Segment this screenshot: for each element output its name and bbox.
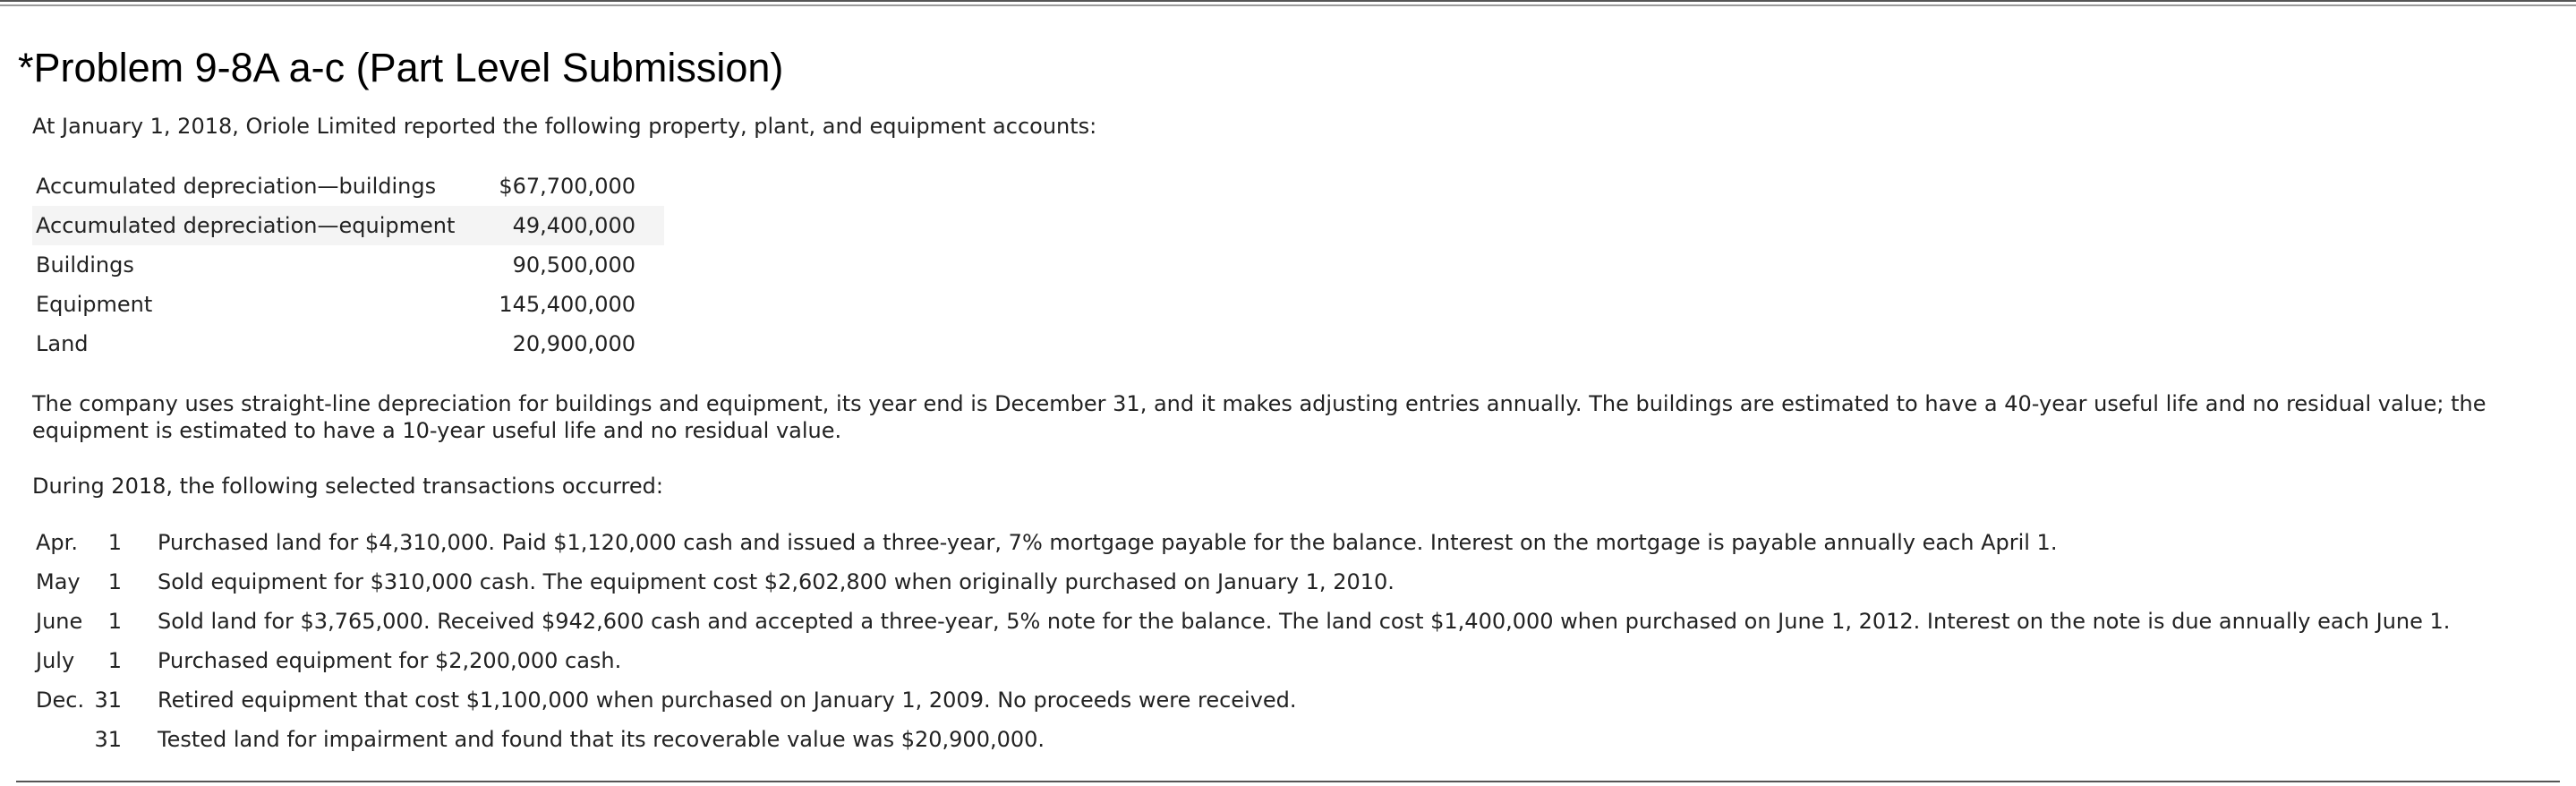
account-name: Accumulated depreciation—equipment [32, 206, 456, 245]
top-divider-secondary [0, 4, 2576, 6]
account-row [32, 245, 664, 285]
transactions-table [32, 523, 2450, 759]
transaction-day: 1 [107, 648, 122, 673]
transaction-day: 1 [107, 530, 122, 555]
transaction-row [32, 602, 2450, 641]
bottom-divider [16, 781, 2560, 782]
transaction-description: Purchased land for $4,310,000. Paid $1,120,000 cash and issued a three-year, 7% mortgage payable for the balance. Interest on the mortgage is payable annually each April 1. [158, 530, 2058, 555]
transactions-intro: During 2018, the following selected transactions occurred: [32, 474, 663, 499]
account-row [32, 167, 664, 206]
account-amount: 145,400,000 [499, 292, 635, 317]
transaction-row [32, 680, 2450, 720]
transaction-month: Apr. [36, 530, 78, 555]
transaction-description: Tested land for impairment and found that its recoverable value was $20,900,000. [158, 727, 1045, 752]
transaction-month: May [36, 569, 81, 594]
account-amount: 20,900,000 [512, 331, 635, 356]
transaction-description: Purchased equipment for $2,200,000 cash. [158, 648, 622, 673]
account-amount: 90,500,000 [512, 252, 635, 278]
page-title: *Problem 9-8A a-c (Part Level Submission) [18, 45, 784, 90]
transaction-month [32, 720, 86, 759]
top-divider [0, 0, 2576, 2]
transaction-row [32, 720, 2450, 759]
account-name: Equipment [36, 292, 153, 317]
transaction-description: Sold land for $3,765,000. Received $942,600 cash and accepted a three-year, 5% note for the balance. The land cost $1,400,000 when purchased on June 1, 2012. Interest on the note is due annually each June 1. [158, 609, 2451, 634]
description-text: The company uses straight-line depreciation for buildings and equipment, its year end is December 31, and it makes adjusting entries annually. The buildings are estimated to have a 40-year useful life and no residual value; the equipment is estimated to have a 10-year useful life and no residual value. [32, 391, 2486, 443]
transaction-row [32, 641, 2450, 680]
transaction-month: Dec. [36, 688, 85, 713]
intro-text: At January 1, 2018, Oriole Limited reported the following property, plant, and equipment accounts: [32, 114, 1097, 139]
account-amount: 49,400,000 [456, 206, 664, 245]
account-name: Buildings [36, 252, 134, 278]
transaction-row [32, 562, 2450, 602]
transaction-description: Retired equipment that cost $1,100,000 when purchased on January 1, 2009. No proceeds were received. [158, 688, 1297, 713]
account-row [32, 324, 664, 363]
account-row [32, 285, 664, 324]
transaction-month: July [36, 648, 75, 673]
account-name: Land [36, 331, 89, 356]
transaction-day: 31 [94, 688, 122, 713]
account-row [32, 206, 664, 245]
transaction-description: Sold equipment for $310,000 cash. The equipment cost $2,602,800 when originally purchased on January 1, 2010. [158, 569, 1395, 594]
account-amount: $67,700,000 [499, 174, 635, 199]
transaction-month: June [36, 609, 83, 634]
accounts-table [32, 167, 664, 363]
transaction-day: 1 [107, 569, 122, 594]
account-name: Accumulated depreciation—buildings [36, 174, 437, 199]
transaction-day: 31 [94, 727, 122, 752]
transaction-day: 1 [107, 609, 122, 634]
transaction-row [32, 523, 2450, 562]
